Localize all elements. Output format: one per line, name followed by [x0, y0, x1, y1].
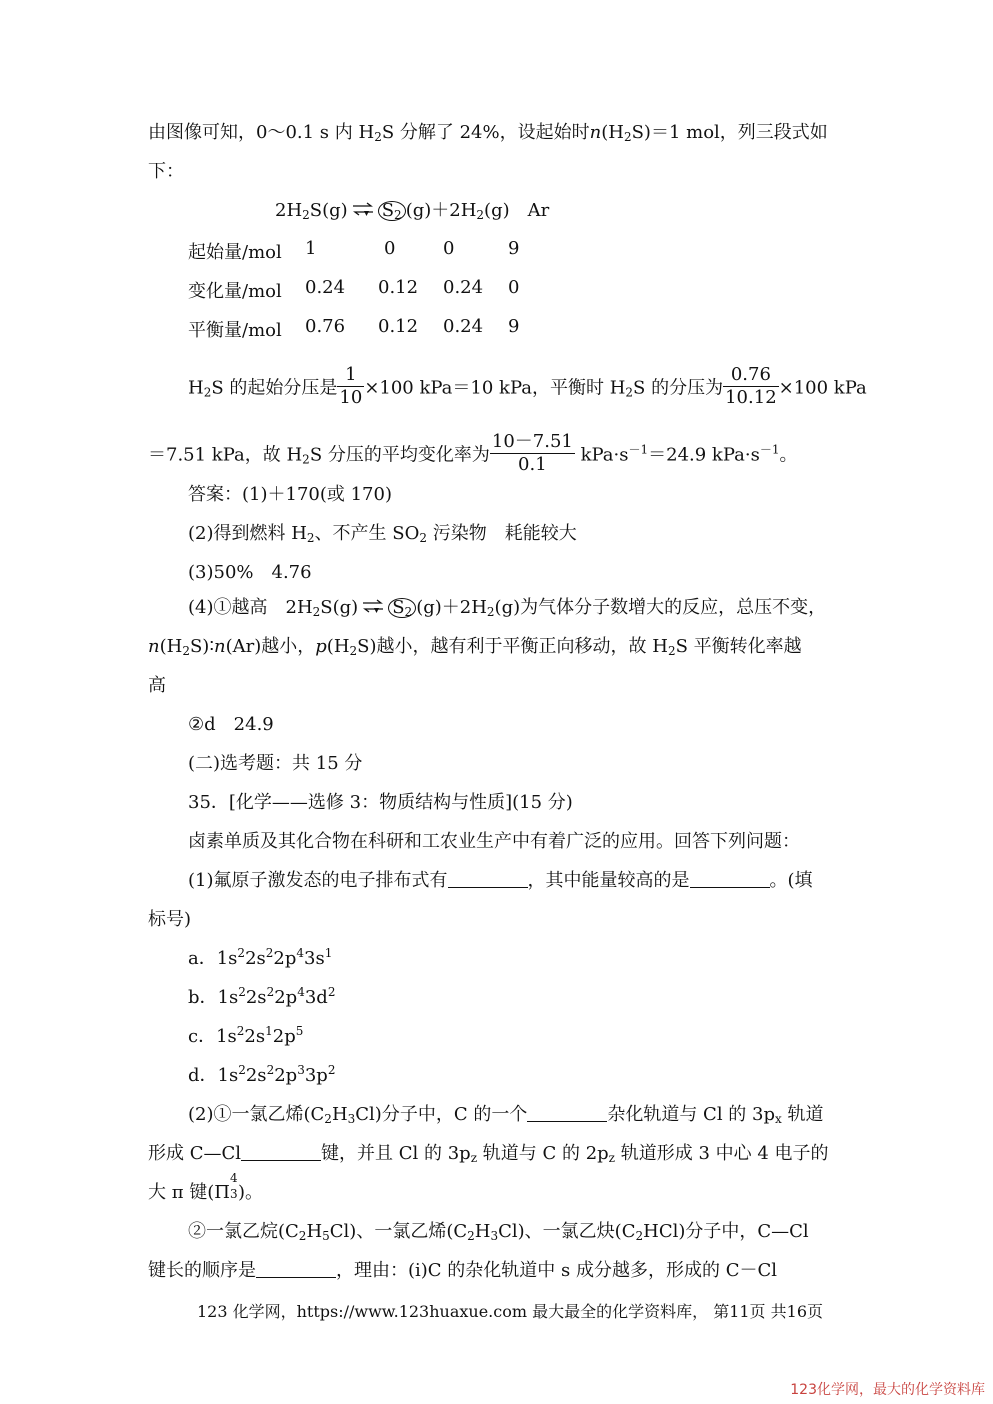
answer-4: (4)①越高 $2H_2S(g)$ $S_2$ $(g)+2H_2(g)$为气体分子数增大的反应，总压不变， — [188, 597, 827, 619]
answer-4-end: 高 — [148, 675, 166, 696]
fraction: $\frac{0.76}{10.12}$ — [725, 364, 777, 408]
answer-4-cont: $n(H_2S)∶n(Ar)$越小，$p(H_2S)$越小，越有利于平衡正向移动，故 $H_2S$ 平衡转化率越 — [148, 636, 802, 658]
answer-5: ②d 24.9 — [188, 714, 274, 735]
answer-blank[interactable] — [241, 1142, 321, 1161]
question-35-intro: 卤素单质及其化合物在科研和工农业生产中有着广泛的应用。回答下列问题： — [188, 831, 800, 852]
question-1-cont: 标号) — [148, 909, 192, 930]
question-2-end: 大 π 键(Π 4 3 )。 — [148, 1171, 264, 1203]
fraction: $\frac{1}{10}$ — [339, 364, 363, 408]
answer-blank[interactable] — [527, 1103, 607, 1122]
question-2b-cont: 键长的顺序是 ，理由：(ⅰ)C 的杂化轨道中 s 成分越多，形成的 C－Cl — [148, 1260, 777, 1281]
answer-blank[interactable] — [448, 869, 528, 888]
answer-3: (3)50% 4.76 — [188, 562, 312, 583]
para-partial-pressure: $H_2S$ 的起始分压是 $\frac{1}{10}$ ×100 kPa＝10 kPa，平衡时 $H_2S$ 的分压为 $\frac{0.76}{10.12}$ ×100 kPa — [188, 364, 867, 408]
watermark: 123化学网，最大的化学资料库 — [790, 1382, 985, 1398]
equilibrium-arrow-icon — [362, 599, 384, 615]
option-d: d．$1s^22s^22p^33p^2$ — [188, 1063, 336, 1086]
page-footer: 123 化学网，https://www.123huaxue.com 最大最全的化学资料库， 第11页 共16页 — [197, 1302, 824, 1321]
equilibrium-arrow-icon — [352, 202, 374, 218]
option-c: c．$1s^22s^12p^5$ — [188, 1024, 304, 1047]
question-35-title: 35．[化学——选修 3：物质结构与性质](15 分) — [188, 792, 573, 813]
question-2: (2)①一氯乙烯$(C_2H_3Cl)$分子中，C 的一个 杂化轨道与 Cl 的 $3p_x$ 轨道 — [188, 1104, 824, 1126]
para-rate: ＝7.51 kPa，故 $H_2S$ 分压的平均变化率为 $\frac{10-7.51}{0.1}$ $kPa\cdot s^{-1}=24.9$ $kPa\cdot s^{-1}$。 — [148, 431, 798, 475]
answer-blank[interactable] — [690, 869, 770, 888]
section-heading: (二)选考题：共 15 分 — [188, 753, 363, 774]
answer-blank[interactable] — [256, 1259, 336, 1278]
question-2b: ②一氯乙烷$(C_2H_5Cl)$、一氯乙烯$(C_2H_3Cl)$、一氯乙炔$(C_2HCl)$分子中，C—Cl — [188, 1221, 809, 1243]
circled-s2: $S_2$ — [388, 598, 416, 618]
para-decomposition: 由图像可知，0～0.1 s 内 $H_2S$ 分解了 24%，设起始时$n(H_2S)=1$ mol，列三段式如 — [148, 122, 828, 144]
answer-1: 答案：(1)＋170(或 170) — [188, 484, 392, 505]
answer-2: (2)得到燃料 $H_2$、不产生 $SO_2$ 污染物 耗能较大 — [188, 523, 577, 545]
fraction: $\frac{10-7.51}{0.1}$ — [491, 431, 573, 475]
question-2-cont: 形成 C—Cl 键，并且 Cl 的 $3p_z$ 轨道与 C 的 $2p_z$ 轨道形成 3 中心 4 电子的 — [148, 1143, 829, 1165]
question-1: (1)氟原子激发态的电子排布式有 ，其中能量较高的是 。(填 — [188, 870, 813, 891]
equation-h2s: $2H_2S(g)$ $S_2$ $(g)+2H_2(g)$ Ar — [275, 200, 550, 222]
option-a: a．$1s^22s^22p^43s^1$ — [188, 946, 333, 969]
circled-s2: $S_2$ — [378, 201, 406, 221]
para-decomposition-cont: 下： — [148, 161, 184, 182]
option-b: b．$1s^22s^22p^43d^2$ — [188, 985, 336, 1008]
